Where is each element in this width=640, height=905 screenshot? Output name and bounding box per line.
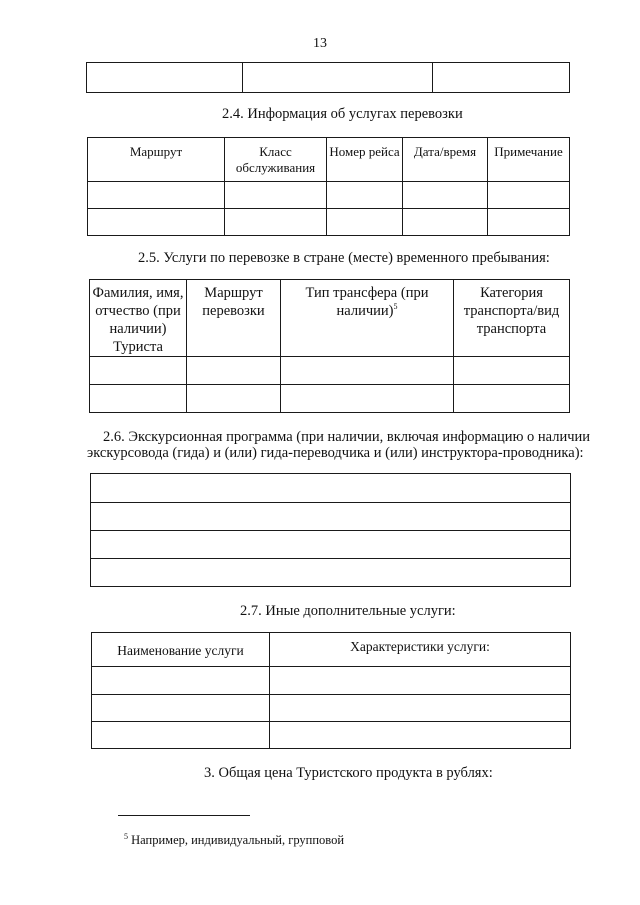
table-cell[interactable]: [327, 209, 403, 236]
table-cell[interactable]: [187, 357, 281, 385]
table-cell[interactable]: [91, 559, 571, 587]
other-services-table: [91, 632, 571, 749]
table-cell[interactable]: [488, 209, 570, 236]
table-cell[interactable]: [91, 474, 571, 503]
table-cell[interactable]: [92, 695, 270, 722]
section-title-local-transport: 2.5. Услуги по перевозке в стране (месте) временного пребывания:: [138, 250, 550, 266]
table-cell[interactable]: [454, 385, 570, 413]
column-header-service-characteristics: Характеристики услуги:: [270, 633, 571, 667]
table-row: [90, 385, 570, 413]
column-header-service-class: Класс обслуживания: [225, 138, 327, 182]
table-cell[interactable]: [225, 182, 327, 209]
table-cell[interactable]: [88, 182, 225, 209]
table-row: [91, 474, 571, 503]
table-row: [92, 667, 571, 695]
column-header-transfer-type: [281, 280, 454, 357]
table-cell[interactable]: [281, 385, 454, 413]
table-cell[interactable]: [243, 63, 433, 93]
section-title-transport: 2.4. Информация об услугах перевозки: [222, 106, 463, 122]
transfer-type-label: Тип трансфера (при наличии): [305, 285, 429, 319]
table-cell[interactable]: [91, 531, 571, 559]
table-cell[interactable]: [92, 722, 270, 749]
column-header-flight-number: Номер рейса: [327, 138, 403, 182]
table-cell[interactable]: [327, 182, 403, 209]
column-header-datetime: Дата/время: [403, 138, 488, 182]
table-cell[interactable]: [403, 182, 488, 209]
footnote-ref: 5: [393, 302, 398, 312]
column-header-route: Маршрут: [88, 138, 225, 182]
table-cell[interactable]: [90, 357, 187, 385]
footnote-divider: [118, 815, 250, 816]
footnote: [124, 833, 344, 848]
table-cell[interactable]: [270, 667, 571, 695]
table-row: [92, 722, 571, 749]
table-cell[interactable]: [270, 722, 571, 749]
table-cell[interactable]: [91, 503, 571, 531]
local-transport-table: [89, 279, 570, 413]
column-header-transport-route: Маршрут перевозки: [187, 280, 281, 357]
table-cell[interactable]: [270, 695, 571, 722]
table-row: [91, 559, 571, 587]
table-cell[interactable]: [92, 667, 270, 695]
transport-table: [87, 137, 570, 236]
table-cell[interactable]: [433, 63, 570, 93]
table-cell[interactable]: [403, 209, 488, 236]
section-title-excursion-line1: 2.6. Экскурсионная программа (при наличии, включая информацию о наличии: [103, 429, 591, 445]
column-header-tourist-name: Фамилия, имя, отчество (при наличии) Туриста: [90, 280, 187, 357]
table-row: [92, 695, 571, 722]
table-header-row: [92, 633, 571, 667]
column-header-vehicle-category: Категория транспорта/вид транспорта: [454, 280, 570, 357]
excursion-table: [90, 473, 571, 587]
table-header-row: [88, 138, 570, 182]
page-number: 13: [313, 36, 327, 51]
section-title-total-price: 3. Общая цена Туристского продукта в рублях:: [204, 765, 493, 781]
table-cell[interactable]: [90, 385, 187, 413]
table-row: [88, 209, 570, 236]
footnote-text: Например, индивидуальный, групповой: [131, 833, 345, 847]
table-header-row: [90, 280, 570, 357]
table-cell[interactable]: [488, 182, 570, 209]
table-cell[interactable]: [88, 209, 225, 236]
continuation-table: [86, 62, 570, 93]
table-cell[interactable]: [87, 63, 243, 93]
section-title-excursion-line2: экскурсовода (гида) и (или) гида-переводчика и (или) инструктора-проводника):: [87, 445, 584, 461]
section-title-other-services: 2.7. Иные дополнительные услуги:: [240, 603, 456, 619]
footnote-number: 5: [124, 831, 128, 841]
table-row: [90, 357, 570, 385]
table-row: [91, 503, 571, 531]
table-cell[interactable]: [187, 385, 281, 413]
table-cell[interactable]: [225, 209, 327, 236]
column-header-service-name: Наименование услуги: [92, 633, 270, 667]
table-cell[interactable]: [454, 357, 570, 385]
table-cell[interactable]: [281, 357, 454, 385]
table-row: [91, 531, 571, 559]
column-header-note: Примечание: [488, 138, 570, 182]
table-row: [88, 182, 570, 209]
